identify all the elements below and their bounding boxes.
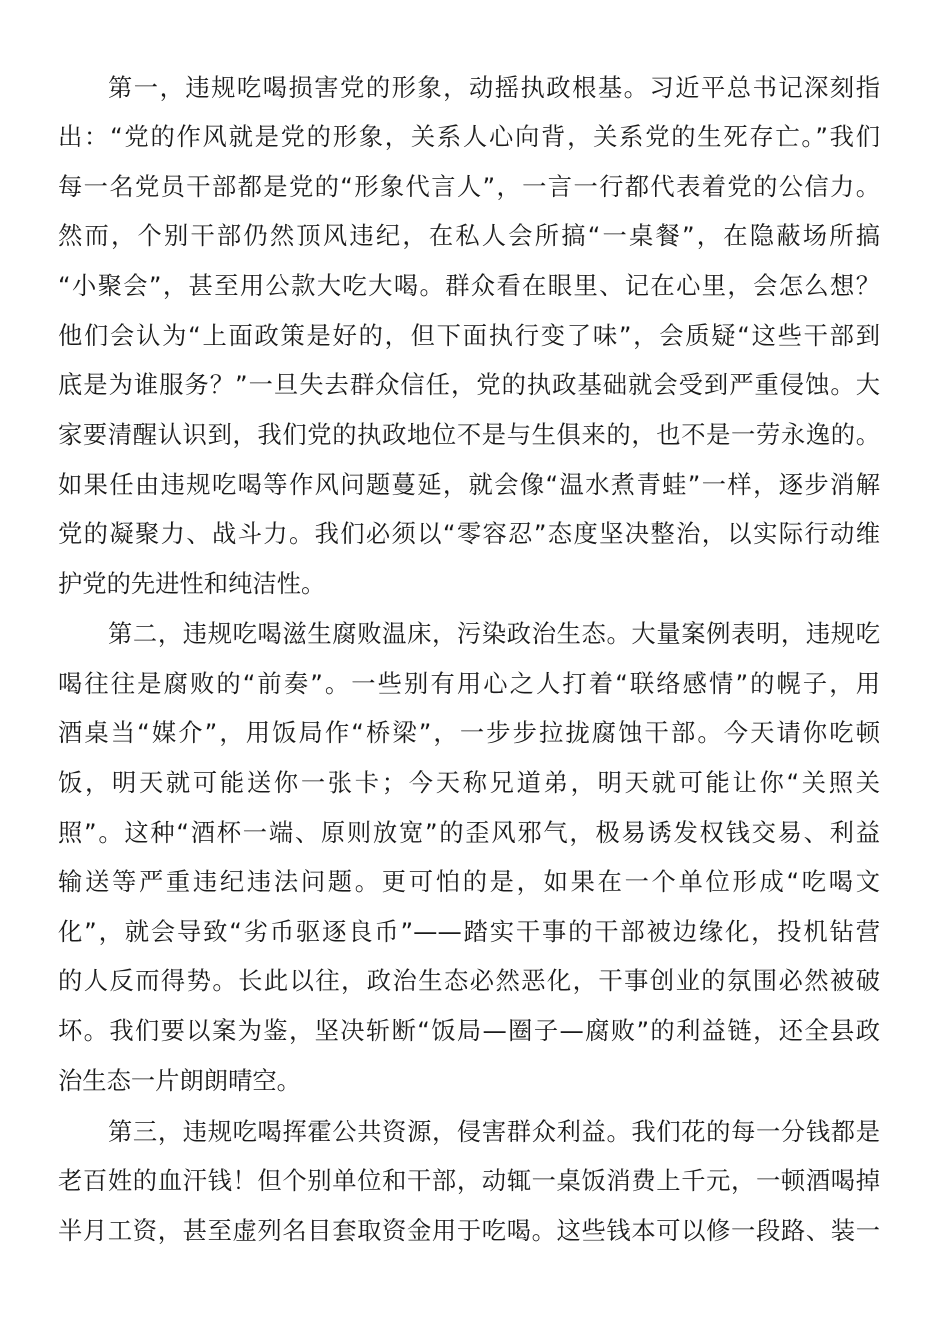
text-line: 输送等严重违纪违法问题。更可怕的是，如果在一个单位形成“吃喝文 bbox=[58, 867, 880, 896]
text-line: 第二，违规吃喝滋生腐败温床，污染政治生态。大量案例表明，违规吃 bbox=[108, 619, 880, 648]
text-line: 化”，就会导致“劣币驱逐良币”——踏实干事的干部被边缘化，投机钻营 bbox=[58, 917, 880, 946]
text-line: 党的凝聚力、战斗力。我们必须以“零容忍”态度坚决整治，以实际行动维 bbox=[58, 519, 880, 548]
text-line: 家要清醒认识到，我们党的执政地位不是与生俱来的，也不是一劳永逸的。 bbox=[58, 420, 880, 449]
text-line: 第三，违规吃喝挥霍公共资源，侵害群众利益。我们花的每一分钱都是 bbox=[108, 1117, 880, 1146]
text-line: 出：“党的作风就是党的形象，关系人心向背，关系党的生死存亡。”我们 bbox=[58, 122, 880, 151]
text-line: 照”。这种“酒杯一端、原则放宽”的歪风邪气，极易诱发权钱交易、利益 bbox=[58, 818, 880, 847]
text-line: 他们会认为“上面政策是好的，但下面执行变了味”，会质疑“这些干部到 bbox=[58, 321, 880, 350]
text-line: 底是为谁服务？”一旦失去群众信任，党的执政基础就会受到严重侵蚀。大 bbox=[58, 370, 880, 399]
text-line: 每一名党员干部都是党的“形象代言人”，一言一行都代表着党的公信力。 bbox=[58, 172, 880, 201]
text-line: 半月工资，甚至虚列名目套取资金用于吃喝。这些钱本可以修一段路、装一 bbox=[58, 1216, 880, 1245]
text-line: 护党的先进性和纯洁性。 bbox=[58, 569, 326, 598]
text-line: 坏。我们要以案为鉴，坚决斩断“饭局—圈子—腐败”的利益链，还全县政 bbox=[58, 1016, 880, 1045]
text-line: 饭，明天就可能送你一张卡；今天称兄道弟，明天就可能让你“关照关 bbox=[58, 768, 880, 797]
text-line: “小聚会”，甚至用公款大吃大喝。群众看在眼里、记在心里，会怎么想？ bbox=[58, 271, 880, 300]
text-line: 如果任由违规吃喝等作风问题蔓延，就会像“温水煮青蛙”一样，逐步消解 bbox=[58, 470, 880, 499]
text-line: 治生态一片朗朗晴空。 bbox=[58, 1066, 301, 1095]
text-line: 的人反而得势。长此以往，政治生态必然恶化，干事创业的氛围必然被破 bbox=[58, 966, 880, 995]
text-line: 然而，个别干部仍然顶风违纪，在私人会所搞“一桌餐”，在隐蔽场所搞 bbox=[58, 221, 880, 250]
text-line: 喝往往是腐败的“前奏”。一些别有用心之人打着“联络感情”的幌子，用 bbox=[58, 669, 880, 698]
text-line: 酒桌当“媒介”，用饭局作“桥梁”，一步步拉拢腐蚀干部。今天请你吃顿 bbox=[58, 718, 880, 747]
text-line: 老百姓的血汗钱！但个别单位和干部，动辄一桌饭消费上千元，一顿酒喝掉 bbox=[58, 1166, 880, 1195]
text-line: 第一，违规吃喝损害党的形象，动摇执政根基。习近平总书记深刻指 bbox=[108, 73, 880, 102]
